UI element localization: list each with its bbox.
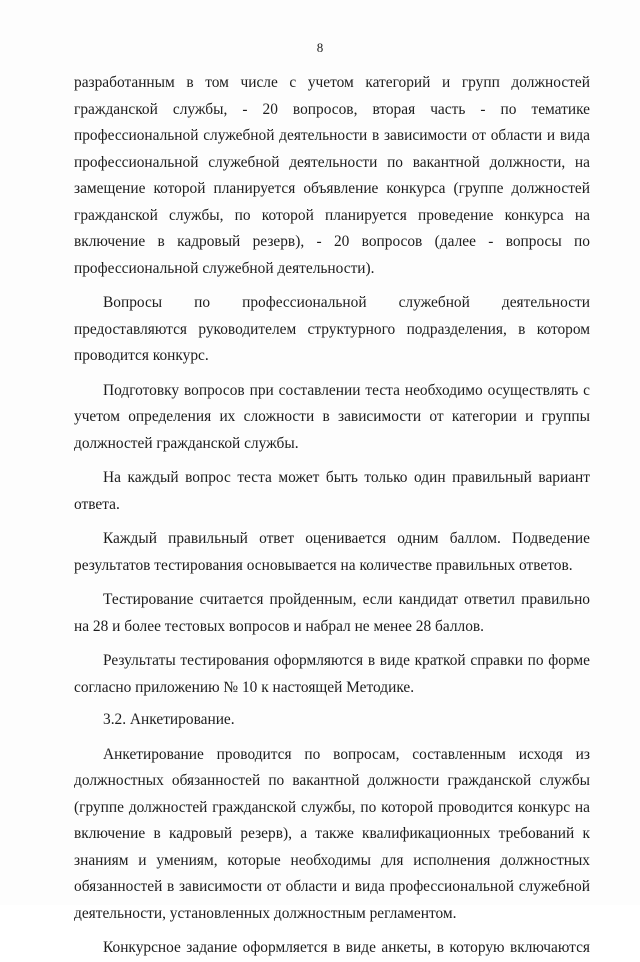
paragraph-pass-criteria: Тестирование считается пройденным, если кандидат ответил правильно на 28 и более тестовых вопросов и набрал не менее 28 баллов. <box>74 591 590 635</box>
paragraph-scoring: Каждый правильный ответ оценивается одним баллом. Подведение результатов тестирования основывается на количестве правильных ответов. <box>74 530 590 574</box>
paragraph-questions-provided: Вопросы по профессиональной служебной деятельности предоставляются руководителем структурного подразделения, в котором проводится конкурс. <box>74 294 590 364</box>
page-number: 8 <box>316 40 324 55</box>
paragraph-results-report: Результаты тестирования оформляются в виде краткой справки по форме согласно приложению № 10 к настоящей Методике. <box>74 652 590 696</box>
paragraph-questionnaire: Анкетирование проводится по вопросам, составленным исходя из должностных обязанностей по вакантной должности гражданской службы (группе должностей гражданской службы, по которой проводится конкурс на включение в кадровый резерв), а также квалификационных требований к знаниям и умениям, которые необходимы для исполнения должностных обязанностей в зависимости от области и вида профессиональной служебной деятельности, установленных должностным регламентом. <box>74 745 590 922</box>
paragraph-continuation: разработанным в том числе с учетом категорий и групп должностей гражданской службы, - 20 вопросов, вторая часть - по тематике профессиональной служебной деятельности в зависимости от области и вида профессиональной служебной деятельности по вакантной должности, на замещение которой планируется объявление конкурса (группе должностей гражданской службы, по которой планируется проведение конкурса на включение в кадровый резерв), - 20 вопросов (далее - вопросы по профессиональной служебной деятельности). <box>74 74 590 277</box>
section-heading-questionnaire: 3.2. Анкетирование. <box>103 711 235 728</box>
paragraph-question-preparation: Подготовку вопросов при составлении теста необходимо осуществлять с учетом определения их сложности в зависимости от категории и группы должностей гражданской службы. <box>74 381 590 452</box>
paragraph-single-answer: На каждый вопрос теста может быть только один правильный вариант ответа. <box>74 469 590 513</box>
paragraph-competition-task: Конкурсное задание оформляется в виде анкеты, в которую включаются <box>103 939 590 956</box>
document-body <box>74 70 590 962</box>
